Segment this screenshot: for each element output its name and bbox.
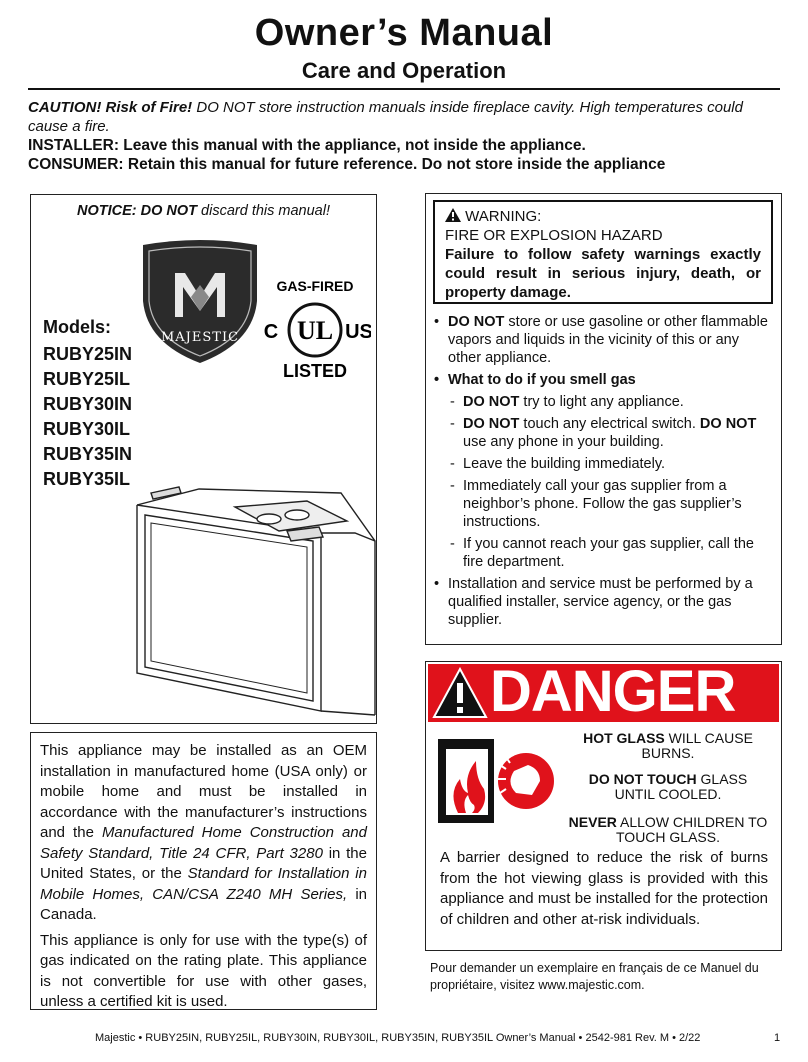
list-item: - If you cannot reach your gas supplier, call the fire department. — [432, 535, 772, 571]
majestic-logo — [139, 239, 261, 370]
warning-box — [433, 200, 773, 304]
caution-text: DO NOT store instruction manuals inside fireplace cavity. High temperatures could cause a fire. — [28, 99, 743, 135]
warning-triangle-icon — [445, 208, 461, 222]
notice-text: discard this manual! — [197, 203, 330, 219]
model-item: RUBY30IL — [43, 419, 131, 439]
warning-label: WARNING: — [465, 208, 542, 225]
gas-safety-list — [432, 313, 772, 633]
barrier-paragraph: A barrier designed to reduce the risk of burns from the hot viewing glass is provided with this appliance and must be installed for the protection of children and other at-risk individuals. — [440, 849, 768, 928]
consumer-label: CONSUMER: — [28, 156, 124, 173]
divider — [28, 88, 780, 90]
danger-message-3: NEVER ALLOW CHILDREN TO TOUCH GLASS. — [568, 814, 768, 845]
ul-right-text: US — [345, 321, 371, 343]
model-item: RUBY30IN — [43, 394, 133, 414]
model-item: RUBY35IN — [43, 444, 133, 464]
models-title: Models: — [43, 317, 112, 337]
french-note: Pour demander un exemplaire en français de ce Manuel du propriétaire, visitez www.majestic.com. — [430, 961, 759, 992]
page-number: 1 — [774, 1032, 781, 1044]
list-item: - Leave the building immediately. — [432, 455, 772, 473]
brand-name: MAJESTIC — [160, 330, 240, 345]
warning-hazard: FIRE OR EXPLOSION HAZARD — [445, 227, 663, 244]
installer-label: INSTALLER: — [28, 137, 119, 154]
exclamation-triangle-icon — [432, 667, 488, 724]
page-title: Owner’s Manual — [254, 12, 554, 54]
caution-block — [28, 98, 784, 174]
list-item: - DO NOT touch any electrical switch. DO NOT use any phone in your building. — [432, 415, 772, 451]
hot-glass-icon — [436, 735, 556, 832]
list-item: - DO NOT try to light any appliance. — [432, 393, 772, 411]
list-item: • Installation and service must be performed by a qualified installer, service agency, or the gas supplier. — [432, 575, 772, 629]
consumer-text: Retain this manual for future reference. Do not store inside the appliance — [123, 156, 666, 173]
model-item: RUBY25IL — [43, 369, 131, 389]
model-item: RUBY35IL — [43, 469, 131, 489]
danger-word: DANGER — [490, 659, 736, 724]
model-item: RUBY25IN — [43, 344, 133, 364]
page-subtitle: Care and Operation — [301, 58, 507, 83]
danger-message-2: DO NOT TOUCH GLASS UNTIL COOLED. — [588, 771, 748, 802]
fireplace-illustration — [131, 483, 377, 722]
oem-paragraph: This appliance may be installed as an OEM installation in manufactured home (USA only) or mobile home and must be installed in accordance with the manufacturer’s instructions and the Manufactured Home Construction and Safety Standard, Title 24 CFR, Part 3280 in the United States, or the Standard for Installation in Mobile Homes, CAN/CSA Z240 MH Series, in Canada. — [40, 742, 368, 923]
ul-bottom-text: LISTED — [282, 361, 348, 381]
notice-line — [31, 203, 376, 219]
list-item: - Immediately call your gas supplier from a neighbor’s phone. Follow the gas supplier’s instructions. — [432, 477, 772, 531]
danger-message-1: HOT GLASS WILL CAUSE BURNS. — [583, 730, 753, 761]
models-box — [30, 194, 377, 724]
ul-listed-mark — [263, 275, 371, 386]
notice-lead: NOTICE: DO NOT — [76, 203, 198, 219]
ul-center-text: UL — [296, 316, 334, 345]
installer-text: Leave this manual with the appliance, not inside the appliance. — [118, 137, 586, 154]
list-item: • DO NOT store or use gasoline or other flammable vapors and liquids in the vicinity of this or any other appliance. — [432, 313, 772, 367]
warning-text: Failure to follow safety warnings exactly could result in serious injury, death, or property damage. — [445, 246, 761, 301]
footer-text: Majestic • RUBY25IN, RUBY25IL, RUBY30IN, RUBY30IL, RUBY35IN, RUBY35IL Owner’s Manual • 2542-981 Rev. M • 2/22 — [95, 1032, 701, 1044]
caution-lead: CAUTION! Risk of Fire! — [28, 99, 193, 116]
list-item: • What to do if you smell gas — [432, 371, 772, 389]
ul-top-text: GAS-FIRED — [276, 278, 354, 294]
models-list — [43, 315, 132, 492]
gas-type-paragraph: This appliance is only for use with the type(s) of gas indicated on the rating plate. This appliance is not convertible for use with other gases, unless a certified kit is used. — [40, 931, 367, 1010]
oem-installation-box — [30, 732, 377, 1010]
ul-left-text: C — [263, 321, 279, 343]
